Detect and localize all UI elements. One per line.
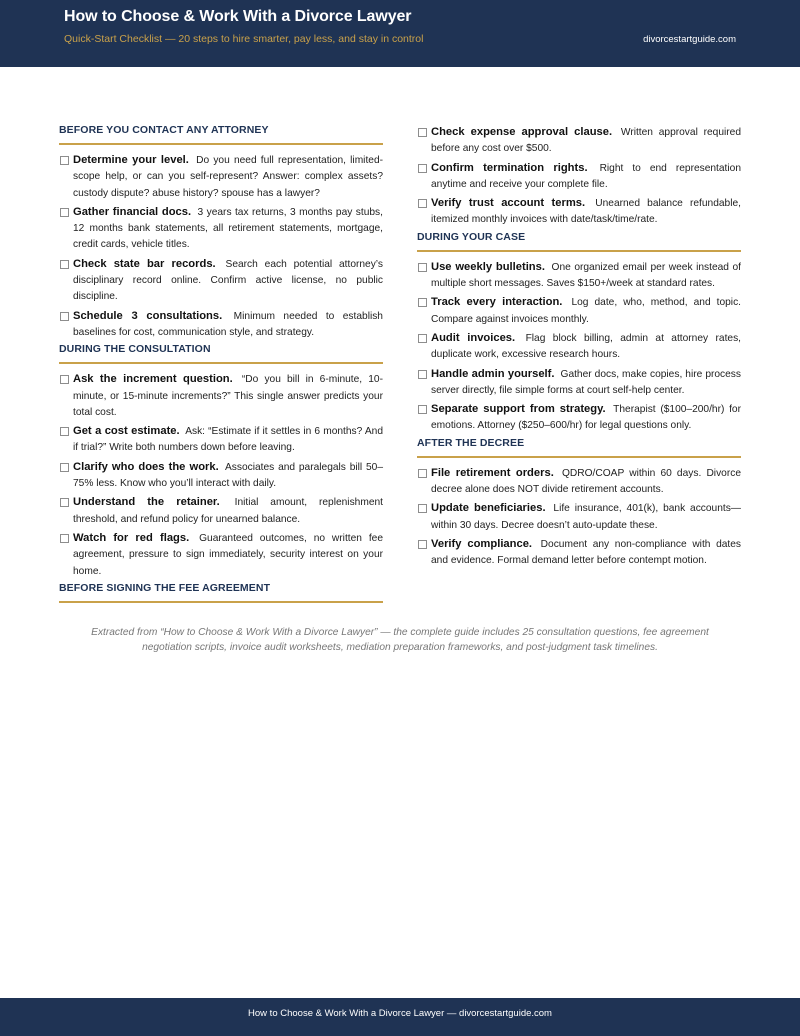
item-lead: Handle admin yourself. xyxy=(431,367,555,380)
left-column xyxy=(59,124,383,610)
section-heading-before-signing: BEFORE SIGNING THE FEE AGREEMENT xyxy=(59,582,383,603)
checklist-item xyxy=(417,366,741,400)
checkbox[interactable] xyxy=(418,263,427,272)
checkbox[interactable] xyxy=(418,298,427,307)
right-column xyxy=(417,124,741,572)
item-lead: Watch for red flags. xyxy=(73,531,190,544)
checklist-item xyxy=(59,256,383,306)
checkbox[interactable] xyxy=(418,164,427,173)
page-title: How to Choose & Work With a Divorce Lawyer xyxy=(64,8,412,25)
item-text: Do you need full representation, limited-scope help, or can you self-represent? Answer: complex assets? custody dispute? abuse history? spouse has a lawyer? xyxy=(73,155,384,199)
item-text: Associates and paralegals bill 50–75% less. Know who you’ll interact with daily. xyxy=(73,461,383,490)
item-text: Written approval required before any cost over $500. xyxy=(431,127,741,155)
section-heading-before-contact: BEFORE YOU CONTACT ANY ATTORNEY xyxy=(59,124,383,145)
item-lead: Confirm termination rights. xyxy=(431,161,588,174)
checklist-item xyxy=(417,124,741,158)
checklist-item xyxy=(59,152,383,202)
checklist-item xyxy=(417,195,741,229)
page-header xyxy=(0,0,800,67)
item-lead: Schedule 3 consultations. xyxy=(73,309,223,322)
item-text: Log date, who, method, and topic. Compare against invoices monthly. xyxy=(431,297,741,325)
checkbox[interactable] xyxy=(60,156,69,165)
item-text: Life insurance, 401(k), bank accounts—within 30 days. Decree doesn’t auto-update these. xyxy=(431,503,741,531)
item-lead: Check state bar records. xyxy=(73,257,216,270)
item-text: QDRO/COAP within 60 days. Divorce decree alone does NOT divide retirement accounts. xyxy=(431,467,741,496)
item-lead: Determine your level. xyxy=(73,154,189,166)
item-lead: Get a cost estimate. xyxy=(73,425,180,438)
checkbox[interactable] xyxy=(418,370,427,379)
checklist-item xyxy=(417,160,741,194)
checkbox[interactable] xyxy=(418,540,427,549)
checkbox[interactable] xyxy=(60,463,69,472)
item-lead: Check expense approval clause. xyxy=(431,126,613,138)
item-text: Gather docs, make copies, hire process server directly, file simple forms at court self-help center. xyxy=(431,368,741,396)
checkbox[interactable] xyxy=(60,260,69,269)
item-text: “Do you bill in 6-minute, 10-minute, or 15-minute increments?” This single answer predicts your total cost. xyxy=(73,374,383,418)
item-text: Guaranteed outcomes, no written fee agreement, pressure to sign immediately, security interest on your home. xyxy=(73,532,383,577)
item-lead: Separate support from strategy. xyxy=(431,403,606,416)
item-text: 3 years tax returns, 3 months pay stubs, 12 months bank statements, all retirement statements, mortgage, credit cards, vehicle titles. xyxy=(73,206,383,251)
item-text: Minimum needed to establish baselines for cost, communication style, and strategy. xyxy=(73,310,383,338)
item-lead: Understand the retainer. xyxy=(73,496,220,509)
section-heading-during-case: DURING YOUR CASE xyxy=(417,231,741,252)
checkbox[interactable] xyxy=(60,427,69,436)
item-lead: Clarify who does the work. xyxy=(73,460,219,473)
checklist-item xyxy=(417,259,741,293)
item-text: One organized email per week instead of multiple short messages. Saves $150+/week at standard rates. xyxy=(431,261,741,290)
section-heading-during-consultation: DURING THE CONSULTATION xyxy=(59,343,383,364)
checklist-item xyxy=(417,330,741,364)
item-lead: Update beneficiaries. xyxy=(431,502,546,515)
footer-text: How to Choose & Work With a Divorce Lawyer — divorcestartguide.com xyxy=(248,1008,552,1019)
checkbox[interactable] xyxy=(60,312,69,321)
checkbox[interactable] xyxy=(60,375,69,384)
checkbox[interactable] xyxy=(60,534,69,543)
site-link[interactable]: divorcestartguide.com xyxy=(643,34,736,45)
checkbox[interactable] xyxy=(418,504,427,513)
checklist-item xyxy=(59,530,383,580)
item-lead: Verify compliance. xyxy=(431,537,533,550)
item-text: Document any non-compliance with dates and evidence. Formal demand letter before contempt motion. xyxy=(431,538,741,567)
item-text: Unearned balance refundable, itemized monthly invoices with date/task/time/rate. xyxy=(431,198,741,226)
checklist-item xyxy=(417,536,741,570)
item-text: Flag block billing, admin at attorney rates, duplicate work, excessive research hours. xyxy=(431,332,741,361)
checkbox[interactable] xyxy=(60,498,69,507)
checkbox[interactable] xyxy=(418,469,427,478)
checklist-item xyxy=(417,465,741,499)
checklist-item xyxy=(59,371,383,421)
checkbox[interactable] xyxy=(418,128,427,137)
checklist-item xyxy=(417,500,741,534)
checkbox[interactable] xyxy=(418,334,427,343)
checklist-item xyxy=(417,401,741,435)
checklist-item xyxy=(417,294,741,328)
item-lead: File retirement orders. xyxy=(431,466,554,479)
page-footer xyxy=(0,998,800,1036)
checkbox[interactable] xyxy=(418,405,427,414)
item-text: Therapist ($100–200/hr) for emotions. Attorney ($250–600/hr) for legal questions only. xyxy=(431,404,741,432)
footnote: Extracted from “How to Choose & Work With a Divorce Lawyer” — the complete guide includes 25 consultation questions, fee agreement negotiation scripts, invoice audit worksheets, mediation preparation frameworks, and post-judgment task timelines. xyxy=(91,627,709,653)
item-text: Search each potential attorney’s disciplinary record online. Confirm active license, no public discipline. xyxy=(73,258,383,303)
item-lead: Verify trust account terms. xyxy=(431,197,586,210)
checklist-item xyxy=(59,423,383,457)
checklist-item xyxy=(59,494,383,528)
item-text: Right to end representation anytime and receive your complete file. xyxy=(431,162,741,190)
item-text: Initial amount, replenishment threshold, and refund policy for unearned balance. xyxy=(73,497,383,525)
page-subtitle: Quick-Start Checklist — 20 steps to hire smarter, pay less, and stay in control xyxy=(64,33,424,45)
item-lead: Use weekly bulletins. xyxy=(431,260,545,273)
item-lead: Ask the increment question. xyxy=(73,373,233,386)
checklist-item xyxy=(59,308,383,342)
checklist-item xyxy=(59,204,383,254)
item-text: Ask: “Estimate if it settles in 6 months? And if trial?” Write both numbers down before leaving. xyxy=(73,426,383,454)
item-lead: Track every interaction. xyxy=(431,296,563,309)
item-lead: Audit invoices. xyxy=(431,331,516,344)
section-heading-after-decree: AFTER THE DECREE xyxy=(417,437,741,458)
checkbox[interactable] xyxy=(418,199,427,208)
checklist-item xyxy=(59,459,383,493)
item-lead: Gather financial docs. xyxy=(73,205,192,218)
checkbox[interactable] xyxy=(60,208,69,217)
